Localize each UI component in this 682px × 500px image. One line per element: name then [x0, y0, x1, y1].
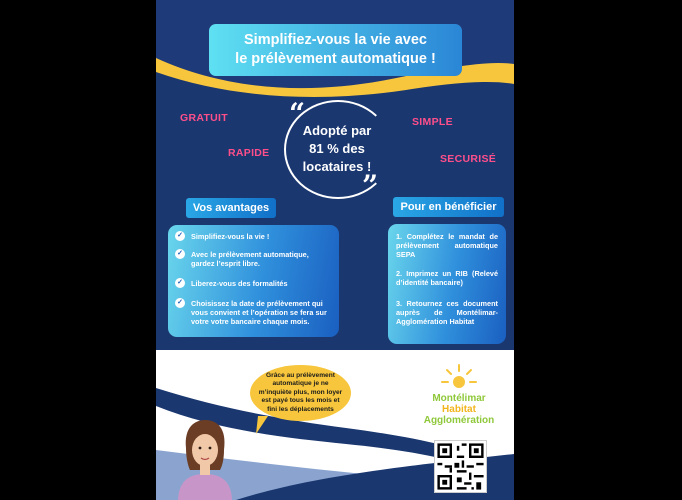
open-quote: “ — [289, 97, 306, 130]
qr-code-icon — [435, 441, 486, 492]
keyword-securise: SECURISÉ — [440, 153, 497, 165]
advantage-item — [175, 250, 327, 268]
check-icon: ✓ — [175, 278, 185, 288]
stat-line-1: Adopté par — [302, 123, 372, 138]
advantage-text: Choisissez la date de prélèvement qui vous convient et l’opération se fera sur votre votre bancaire chaque mois. — [191, 299, 327, 326]
testimonial-bubble: Grâce au prélèvement automatique je ne m’inquiète plus, mon loyer est payé tous les mois et fini les déplacements — [250, 365, 351, 421]
poster — [156, 0, 514, 500]
avatar — [170, 418, 240, 500]
close-quote: ” — [362, 169, 379, 202]
advantages-label: Vos avantages — [186, 198, 276, 218]
title-line-2: le prélèvement automatique ! — [235, 51, 436, 67]
title-line-1: Simplifiez-vous la vie avec — [244, 32, 427, 48]
qr-code[interactable] — [434, 440, 487, 493]
check-icon: ✓ — [175, 231, 185, 241]
keyword-simple: SIMPLE — [412, 116, 453, 128]
step-item: 2. Imprimez un RIB (Relevé d’identité bancaire) — [396, 269, 498, 287]
title-banner — [209, 24, 462, 76]
stat-line-2: 81 % des — [309, 141, 365, 156]
logo-line-1: Montélimar — [432, 393, 486, 404]
logo-line-3: Agglomération — [423, 415, 495, 426]
bubble-tail — [254, 416, 274, 436]
stat-text — [288, 122, 386, 176]
sun-logo-icon — [439, 362, 479, 392]
check-icon: ✓ — [175, 298, 185, 308]
benefit-label: Pour en bénéficier — [393, 197, 504, 217]
header-band — [156, 0, 514, 105]
organization-logo — [419, 393, 499, 426]
steps-card — [388, 224, 506, 344]
step-item: 1. Complétez le mandat de prélèvement automatique SEPA — [396, 232, 498, 259]
check-icon: ✓ — [175, 249, 185, 259]
advantages-card — [168, 225, 339, 337]
keyword-rapide: RAPIDE — [228, 147, 270, 159]
advantage-item — [175, 299, 327, 326]
keyword-gratuit: GRATUIT — [180, 112, 228, 124]
advantage-item — [175, 279, 327, 288]
step-item: 3. Retournez ces document auprès de Montélimar-Agglomération Habitat — [396, 299, 498, 326]
advantage-text: Avec le prélèvement automatique, gardez l’esprit libre. — [191, 250, 309, 268]
logo-line-2: Habitat — [442, 404, 476, 415]
advantage-text: Liberez-vous des formalités — [191, 279, 288, 288]
advantage-item — [175, 232, 327, 241]
advantage-text: Simplifiez-vous la vie ! — [191, 232, 270, 241]
stat-line-3: locataires ! — [302, 159, 372, 174]
